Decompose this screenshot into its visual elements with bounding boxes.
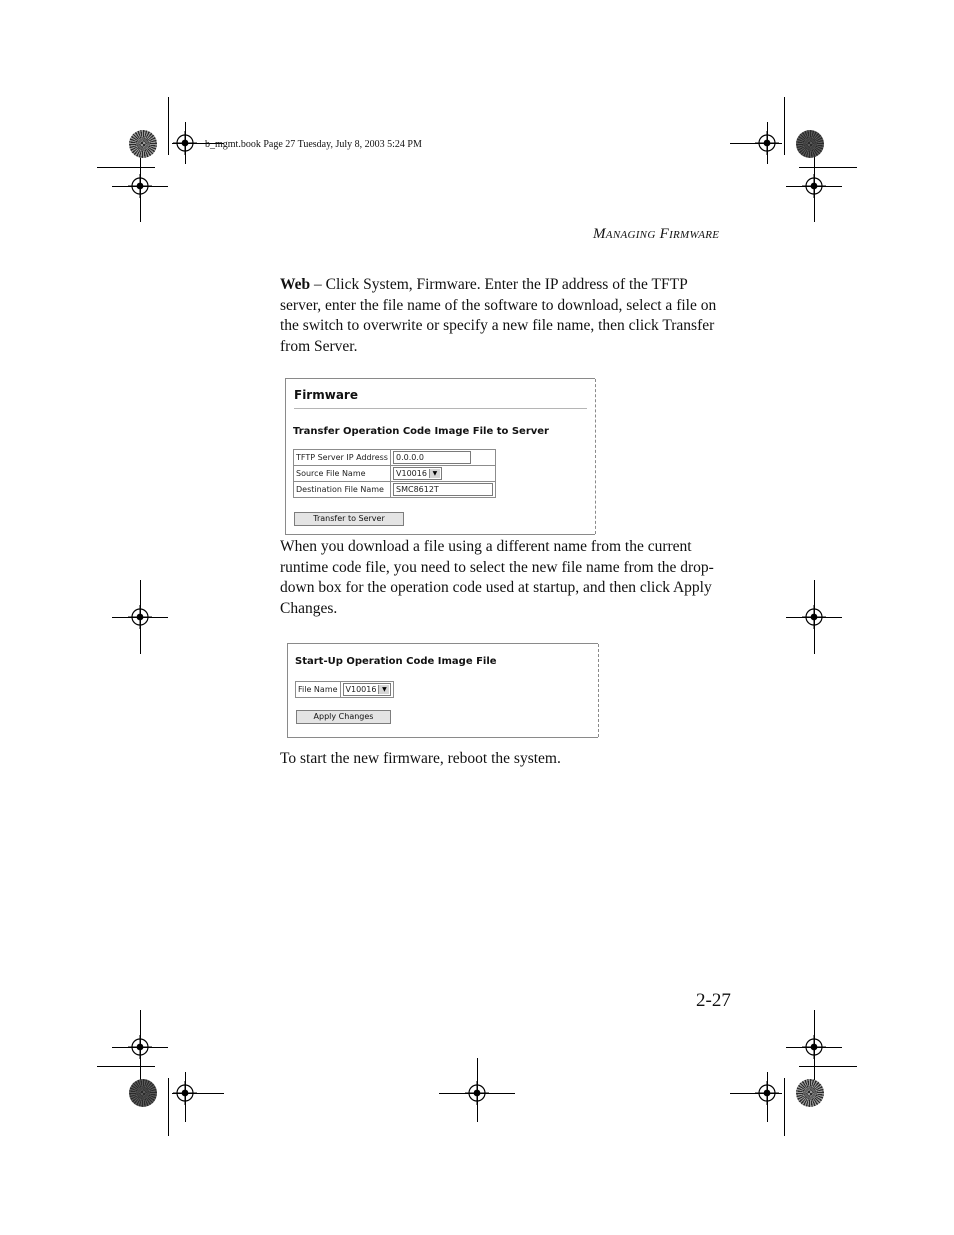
registration-mark-icon bbox=[755, 1081, 779, 1105]
destination-file-input[interactable]: SMC8612T bbox=[393, 483, 493, 496]
select-value: V10016 bbox=[396, 469, 427, 478]
registration-mark-icon bbox=[128, 605, 152, 629]
paragraph-download-note: When you download a file using a different name from the current runtime code file, you need to select the new file name from the drop-down box for the operation code used at startup, and then click Apply Changes. bbox=[280, 538, 714, 617]
section-title: Start-Up Operation Code Image File bbox=[295, 656, 497, 667]
transfer-to-server-button[interactable]: Transfer to Server bbox=[294, 512, 404, 526]
color-rosette-icon bbox=[796, 130, 824, 158]
registration-mark-icon bbox=[802, 174, 826, 198]
field-label: TFTP Server IP Address bbox=[294, 450, 391, 466]
field-cell bbox=[391, 466, 496, 482]
select-value: V10016 bbox=[345, 685, 377, 694]
web-label: Web bbox=[280, 276, 311, 293]
registration-mark-icon bbox=[802, 1035, 826, 1059]
registration-mark-icon bbox=[802, 605, 826, 629]
field-label: Destination File Name bbox=[294, 482, 391, 498]
panel-title: Firmware bbox=[294, 388, 358, 402]
firmware-panel bbox=[285, 378, 595, 535]
table-row bbox=[294, 482, 496, 498]
field-label: Source File Name bbox=[294, 466, 391, 482]
registration-mark-icon bbox=[128, 1035, 152, 1059]
transfer-form-table bbox=[293, 449, 496, 498]
table-row bbox=[294, 450, 496, 466]
apply-changes-button[interactable]: Apply Changes bbox=[296, 710, 391, 724]
registration-mark-icon bbox=[128, 174, 152, 198]
registration-mark-icon bbox=[755, 131, 779, 155]
startup-file-panel bbox=[287, 643, 598, 738]
startup-file-select[interactable] bbox=[343, 683, 392, 696]
color-rosette-icon bbox=[129, 1079, 157, 1107]
file-info-slug: b_mgmt.book Page 27 Tuesday, July 8, 2003 5:24 PM bbox=[205, 139, 422, 150]
running-head: Managing Firmware bbox=[593, 226, 720, 242]
registration-mark-icon bbox=[173, 131, 197, 155]
title-divider bbox=[294, 408, 587, 409]
source-file-select[interactable] bbox=[393, 467, 442, 480]
field-label: File Name bbox=[296, 682, 341, 698]
color-rosette-icon bbox=[129, 130, 157, 158]
web-instructions-text: – Click System, Firmware. Enter the IP address of the TFTP server, enter the file name of the software to download, select a file on the switch to overwrite or specify a new file name, then click Transfer from Server. bbox=[280, 276, 717, 355]
paragraph-reboot-note: To start the new firmware, reboot the system. bbox=[280, 750, 561, 767]
field-cell bbox=[391, 450, 496, 466]
field-cell bbox=[340, 682, 394, 698]
paragraph-web-instructions bbox=[280, 275, 732, 357]
dropdown-arrow-icon[interactable]: ▼ bbox=[378, 685, 389, 694]
dropdown-arrow-icon[interactable]: ▼ bbox=[429, 469, 440, 478]
page-number: 2-27 bbox=[696, 990, 731, 1011]
startup-form-table bbox=[295, 681, 394, 698]
color-rosette-icon bbox=[796, 1079, 824, 1107]
field-cell bbox=[391, 482, 496, 498]
table-row bbox=[294, 466, 496, 482]
table-row bbox=[296, 682, 394, 698]
registration-mark-icon bbox=[173, 1081, 197, 1105]
registration-mark-icon bbox=[465, 1081, 489, 1105]
tftp-server-ip-input[interactable]: 0.0.0.0 bbox=[393, 451, 471, 464]
section-title: Transfer Operation Code Image File to Server bbox=[293, 426, 549, 437]
